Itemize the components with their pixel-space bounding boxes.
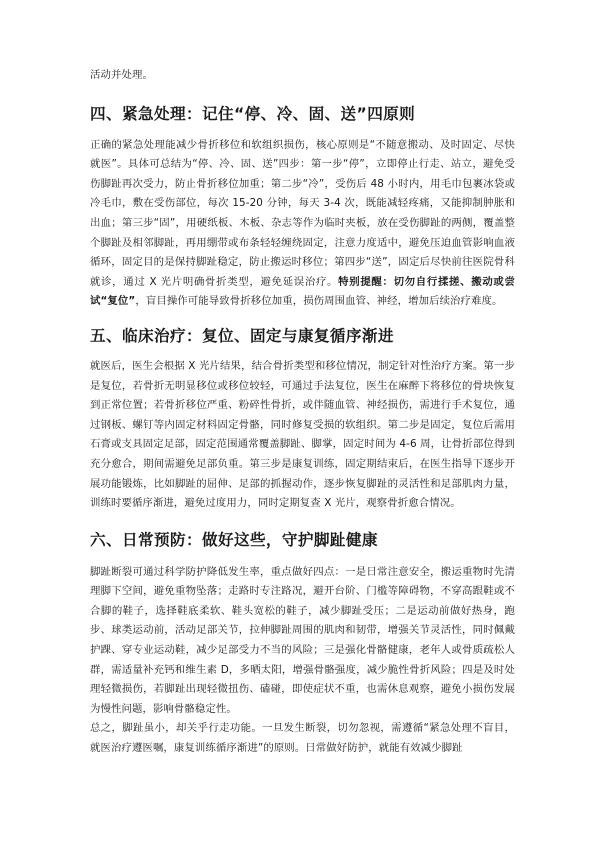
document-page (90, 66, 515, 759)
section-6-heading: 六、日常预防：做好这些，守护脚趾健康 (90, 530, 378, 549)
warning-label: 特别提醒：切勿自行揉搓、搬动或尝试“复位” (90, 275, 515, 308)
section-5-heading: 五、临床治疗：复位、固定与康复循序渐进 (90, 326, 394, 345)
section-4-heading: 四、紧急处理：记住“停、冷、固、送”四原则 (90, 104, 416, 123)
section-5-paragraph: 就医后，医生会根据 X 光片结果，结合骨折类型和移位情况，制定针对性治疗方案。第一步是复位，若骨折无明显移位或移位较轻，可通过手法复位，医生在麻醉下将移位的骨块恢复到正常位置；若骨折移位严重、粉碎性骨折，或伴随血管、神经损伤，需进行手术复位，通过钢板、螺钉等内固定材料固定骨骼，同时修复受损的软组织。第二步是固定，复位后需用石膏或支具固定足部，固定范围通常覆盖脚趾、脚掌，固定时间为 4-6 周，让骨折部位得到充分愈合，期间需避免足部负重。第三步是康复训练，固定期结束后，在医生指导下逐步开展功能锻炼，比如脚趾的屈伸、足部的抓握动作，逐步恢复脚趾的灵活性和足部肌肉力量，训练时要循序渐进，避免过度用力，同时定期复查 X 光片，观察骨折愈合情况。 (90, 359, 515, 510)
lead-paragraph: 活动并处理。 (90, 69, 153, 81)
warning-text: ，盲目操作可能导致骨折移位加重，损伤周围血管、神经，增加后续治疗难度。 (135, 295, 503, 308)
section-4-paragraph (90, 136, 515, 312)
section-6-paragraph: 脚趾断裂可通过科学防护降低发生率，重点做好四点：一是日常注意安全，搬运重物时先清理脚下空间，避免重物坠落；走路时专注路况，避开台阶、门槛等障碍物，不穿高跟鞋或不合脚的鞋子，选择鞋底柔软、鞋头宽松的鞋子，减少脚趾受压；二是运动前做好热身，跑步、球类运动前，活动足部关节，拉伸脚趾周围的肌肉和韧带，增强关节灵活性，同时佩戴护踝、穿专业运动鞋，减少足部受力不当的风险；三是强化骨骼健康，老年人或骨质疏松人群，需适量补充钙和维生素 D，多晒太阳，增强骨骼强度，减少脆性骨折风险；四是及时处理轻微损伤，若脚趾出现轻微扭伤、磕碰，即使症状不重，也需休息观察，避免小损伤发展为慢性问题，影响骨骼稳定性。 (90, 565, 515, 715)
section-4-body: 正确的紧急处理能减少骨折移位和软组织损伤，核心原则是“不随意搬动、及时固定、尽快就医”。具体可总结为“停、冷、固、送”四步：第一步“停”，立即停止行走、站立，避免受伤脚趾再次受力，防止骨折移位加重；第二步“冷”，受伤后 48 小时内，用毛巾包裹冰袋或冷毛巾，敷在受伤部位，每次 15-20 分钟，每天 3-4 次，既能减轻疼痛，又能抑制肿胀和出血；第三步“固”，用硬纸板、木板、杂志等作为临时夹板，放在受伤脚趾的两侧，覆盖整个脚趾及相邻脚趾，再用绷带或布条轻轻缠绕固定，注意力度适中，避免压迫血管影响血液循环，固定目的是保持脚趾稳定，防止搬运时移位；第四步“送”，固定后尽快前往医院骨科就诊，通过 X 光片明确骨折类型，避免延误治疗。 (90, 138, 515, 288)
conclusion-paragraph: 总之，脚趾虽小，却关乎行走功能。一旦发生断裂，切勿忽视，需遵循“紧急处理不盲目，就医治疗遵医嘱，康复训练循序渐进”的原则。日常做好防护，就能有效减少脚趾 (90, 722, 515, 755)
